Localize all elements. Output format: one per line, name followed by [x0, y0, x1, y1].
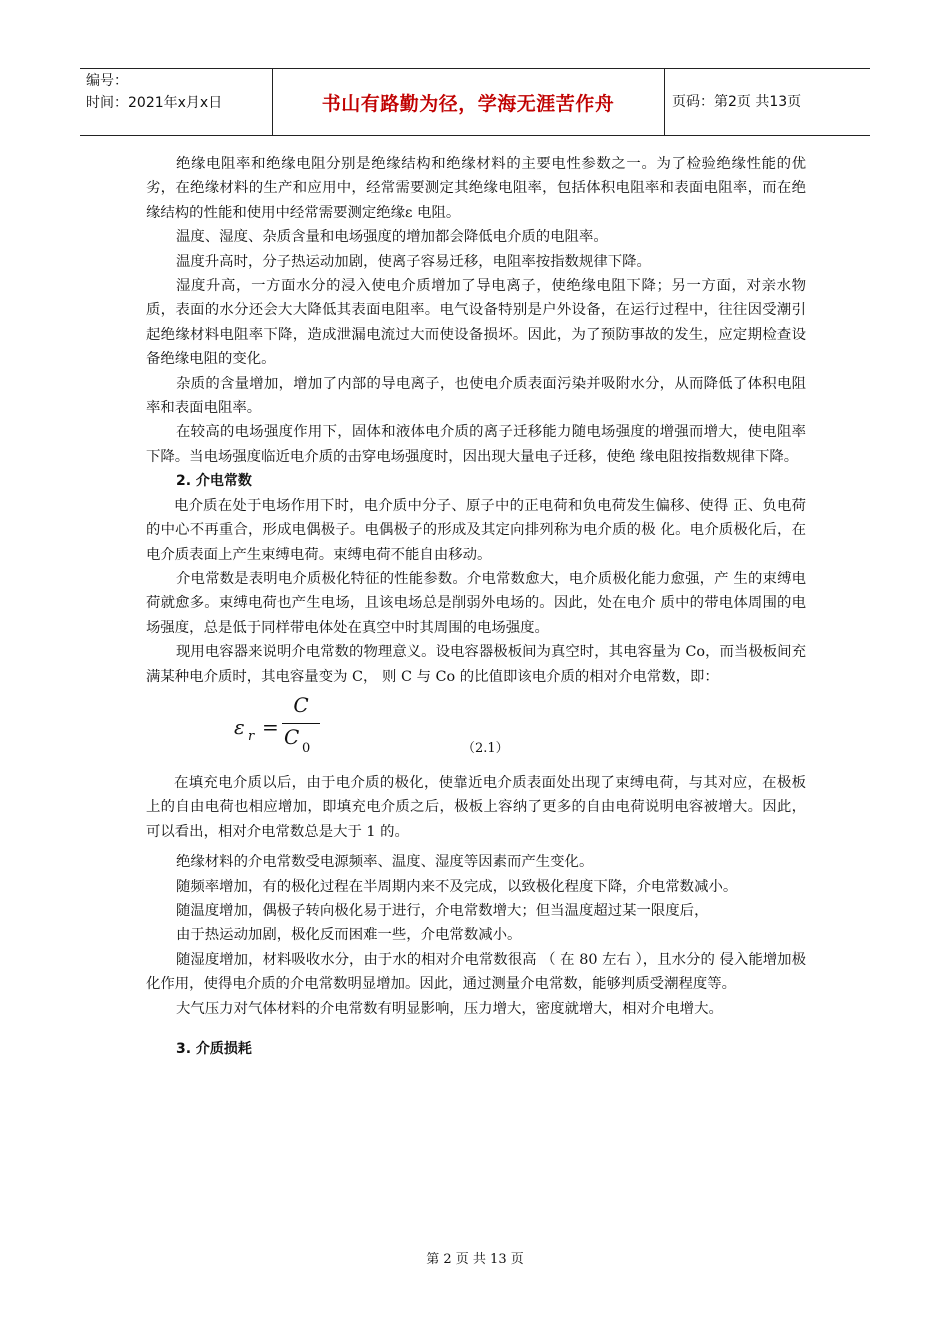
paragraph: 湿度升高，一方面水分的浸入使电介质增加了导电离子，使绝缘电阻下降；另一方面，对亲水物质，表面的水分还会大大降低其表面电阻率。电气设备特别是户外设备，在运行过程中，往往因受潮引起绝缘材料电阻率下降，造成泄漏电流过大而使设备损坏。因此，为了预防事故的发生，应定期检查设备绝缘电阻的变化。 — [146, 278, 806, 368]
epsilon-symbol: ε — [234, 714, 245, 739]
paragraph: 温度、湿度、杂质含量和电场强度的增加都会降低电介质的电阻率。 — [176, 229, 608, 246]
equals-sign: = — [262, 714, 279, 739]
paragraph: 在填充电介质以后，由于电介质的极化，使靠近电介质表面处出现了束缚电荷，与其对应，在极板上的自由电荷也相应增加，即填充电介质之后，极板上容纳了更多的自由电荷说明电容被增大。因此，可以看出，相对介电常数总是大于 1 的。 — [146, 774, 806, 840]
section-heading: 3. 介质损耗 — [176, 1041, 252, 1057]
header-divider-right — [664, 68, 665, 136]
section-heading: 2. 介电常数 — [176, 473, 252, 490]
document-body — [146, 152, 806, 1061]
paragraph: 绝缘材料的介电常数受电源频率、温度、湿度等因素而产生变化。 — [176, 854, 594, 871]
paragraph: 现用电容器来说明介电常数的物理意义。设电容器极板间为真空时，其电容量为 Co，而当极板间充满某种电介质时，其电容量变为 C， 则 C 与 Co 的比值即该电介质的相对介电常数，即： — [146, 644, 806, 685]
paragraph: 由于热运动加剧，极化反而困难一些，介电常数减小。 — [176, 927, 522, 944]
paragraph: 随湿度增加，材料吸收水分，由于水的相对介电常数很高 （ 在 80 左右 ），且水分的 侵入能增加极化作用，使得电介质的介电常数明显增加。因此，通过测量介电常数，能够判质受潮程度等。 — [146, 951, 806, 993]
paragraph: 随温度增加，偶极子转向极化易于进行，介电常数增大；但当温度超过某一限度后， — [176, 902, 709, 919]
header-divider-left — [272, 68, 273, 136]
epsilon-subscript: r — [248, 728, 255, 744]
header-meta — [86, 70, 222, 114]
equation-block — [146, 693, 806, 761]
fraction-denominator: C — [284, 724, 300, 749]
header-motto: 书山有路勤为径，学海无涯苦作舟 — [321, 92, 615, 115]
header-page-info: 页码：第2页 共13页 — [672, 94, 802, 110]
paragraph: 绝缘电阻率和绝缘电阻分别是绝缘结构和绝缘材料的主要电性参数之一。为了检验绝缘性能的优劣，在绝缘材料的生产和应用中，经常需要测定其绝缘电阻率，包括体积电阻率和表面电阻率，而在绝缘结构的性能和使用中经常需要测定绝缘ε 电阻。 — [146, 156, 806, 221]
paragraph: 随频率增加，有的极化过程在半周期内来不及完成，以致极化程度下降，介电常数减小。 — [176, 878, 738, 895]
paragraph: 介电常数是表明电介质极化特征的性能参数。介电常数愈大，电介质极化能力愈强，产 生的束缚电荷就愈多。束缚电荷也产生电场，且该电场总是削弱外电场的。因此，处在电介 质中的带电体周围的电场强度，总是低于同样带电体处在真空中时其周围的电场强度。 — [146, 570, 806, 636]
paragraph: 电介质在处于电场作用下时，电介质中分子、原子中的正电荷和负电荷发生偏移、使得 正、负电荷的中心不再重合，形成电偶极子。电偶极子的形成及其定向排列称为电介质的极 化。电介质极化后，在电介质表面上产生束缚电荷。束缚电荷不能自由移动。 — [146, 497, 806, 563]
denominator-subscript: 0 — [302, 740, 311, 756]
equation-number: （2.1） — [462, 740, 509, 756]
page-header — [80, 68, 870, 136]
page-footer: 第 2 页 共 13 页 — [426, 1252, 524, 1267]
doc-time-label: 时间：2021年x月x日 — [86, 95, 223, 111]
paragraph: 大气压力对气体材料的介电常数有明显影响，压力增大，密度就增大，相对介电增大。 — [176, 1000, 723, 1017]
paragraph: 杂质的含量增加，增加了内部的导电离子，也使电介质表面污染并吸附水分，从而降低了体积电阻率和表面电阻率。 — [146, 375, 806, 417]
doc-number-label: 编号： — [86, 73, 128, 89]
paragraph: 在较高的电场强度作用下，固体和液体电介质的离子迁移能力随电场强度的增强而增大，使电阻率下降。当电场强度临近电介质的击穿电场强度时，因出现大量电子迁移，使绝 缘电阻按指数规律下降。 — [146, 424, 806, 465]
fraction-numerator: C — [293, 692, 309, 717]
paragraph: 温度升高时，分子热运动加剧，使离子容易迁移，电阻率按指数规律下降。 — [176, 253, 651, 270]
